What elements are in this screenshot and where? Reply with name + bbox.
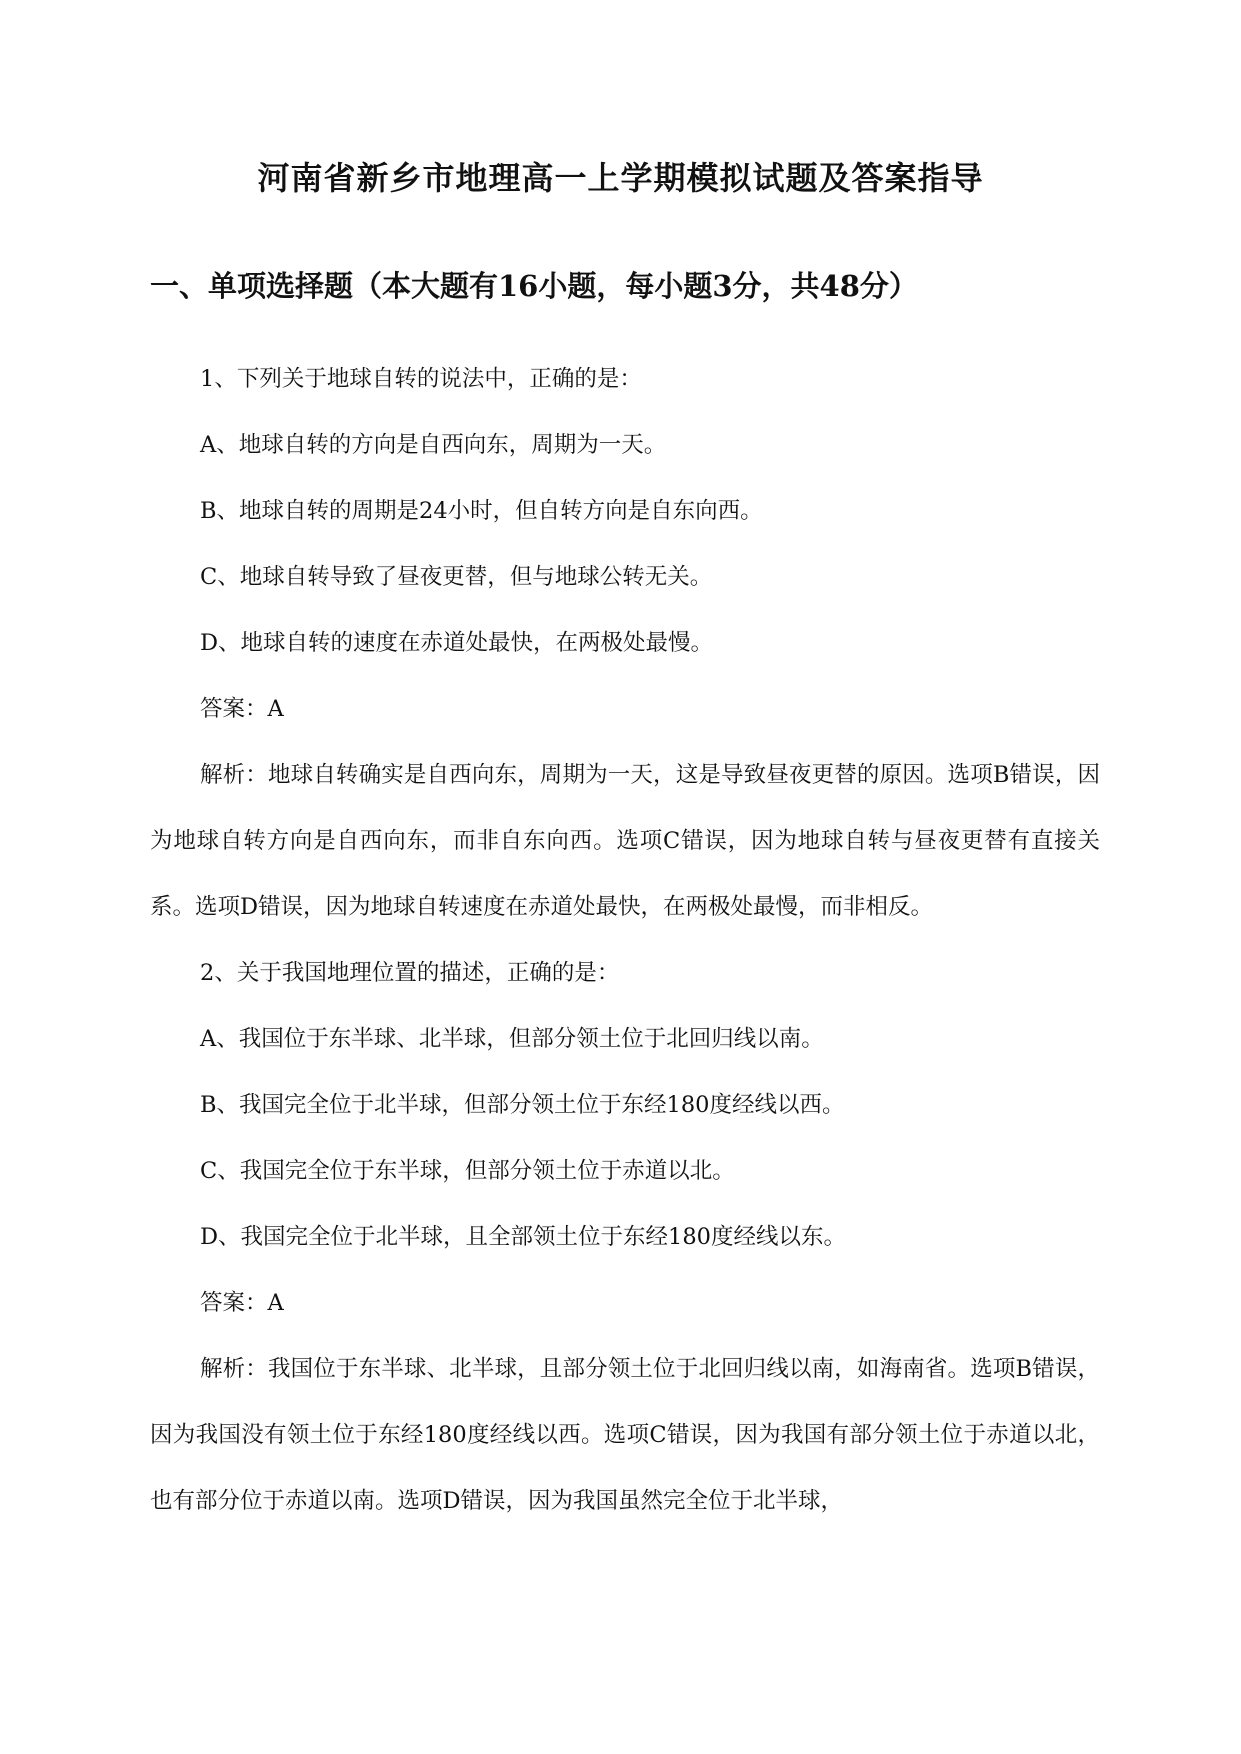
answer-line: 答案：A (200, 696, 284, 722)
option-d: D、地球自转的速度在赤道处最快，在两极处最慢。 (200, 630, 714, 656)
analysis-paragraph: 解析：地球自转确实是自西向东，周期为一天，这是导致昼夜更替的原因。选项B错误，因为地球自转方向是自西向东，而非自东向西。选项C错误，因为地球自转与昼夜更替有直接关系。选项D错误，因为地球自转速度在赤道处最快，在两极处最慢，而非相反。 (150, 762, 1100, 920)
document-body (150, 346, 1100, 1534)
question-block (150, 346, 1100, 940)
option-a: A、我国位于东半球、北半球，但部分领土位于北回归线以南。 (200, 1026, 824, 1052)
question-stem: 2、关于我国地理位置的描述，正确的是： (200, 960, 620, 986)
option-a: A、地球自转的方向是自西向东，周期为一天。 (200, 432, 667, 458)
option-b: B、地球自转的周期是24小时，但自转方向是自东向西。 (200, 498, 763, 524)
section-heading: 一、单项选择题（本大题有16小题，每小题3分，共48分） (150, 269, 918, 303)
option-b: B、我国完全位于北半球，但部分领土位于东经180度经线以西。 (200, 1092, 845, 1118)
option-c: C、我国完全位于东半球，但部分领土位于赤道以北。 (200, 1158, 735, 1184)
document-title: 河南省新乡市地理高一上学期模拟试题及答案指导 (257, 159, 984, 197)
question-stem: 1、下列关于地球自转的说法中，正确的是： (200, 366, 642, 392)
option-c: C、地球自转导致了昼夜更替，但与地球公转无关。 (200, 564, 713, 590)
analysis-paragraph: 解析：我国位于东半球、北半球，且部分领土位于北回归线以南，如海南省。选项B错误，因为我国没有领土位于东经180度经线以西。选项C错误，因为我国有部分领土位于赤道以北，也有部分位于赤道以南。选项D错误，因为我国虽然完全位于北半球， (150, 1356, 1100, 1514)
answer-line: 答案：A (200, 1290, 284, 1316)
option-d: D、我国完全位于北半球，且全部领土位于东经180度经线以东。 (200, 1224, 846, 1250)
question-block (150, 940, 1100, 1534)
